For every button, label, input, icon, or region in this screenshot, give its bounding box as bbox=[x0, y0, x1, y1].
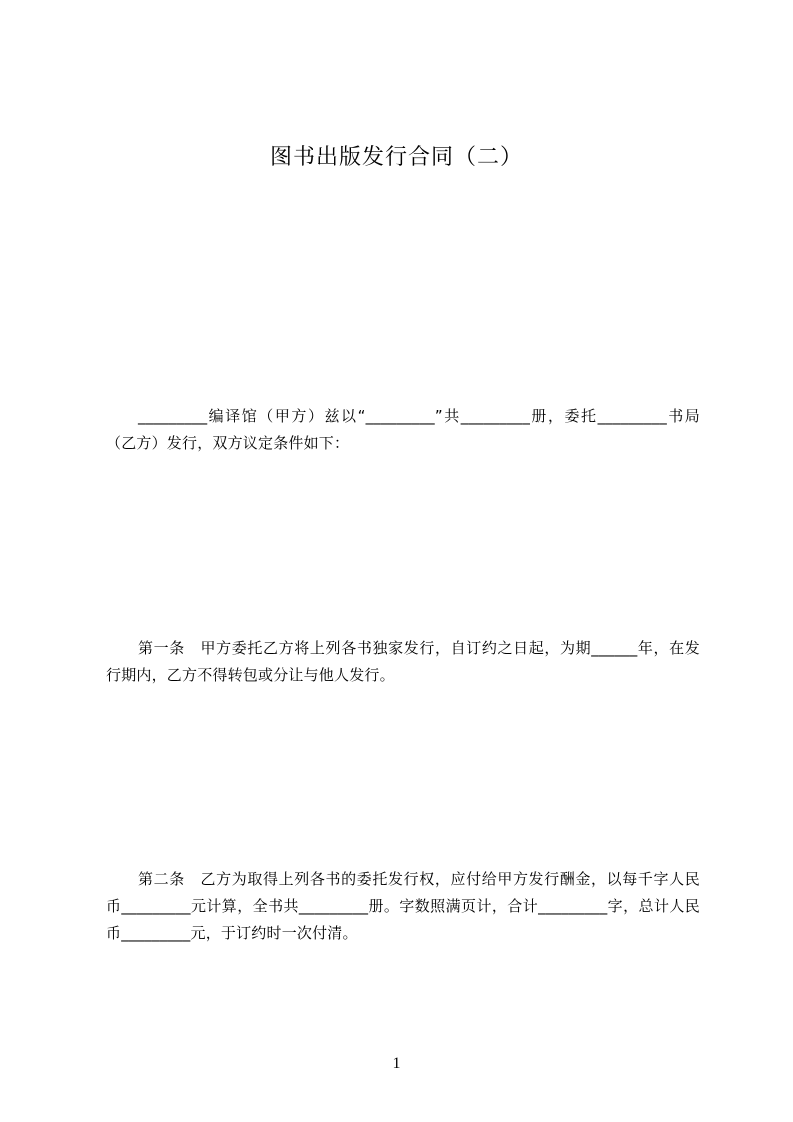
document-title: 图书出版发行合同（二） bbox=[269, 145, 523, 170]
intro-paragraph: _________编译馆（甲方）兹以“_________”共_________册，委托_________书局（乙方）发行，双方议定条件如下： bbox=[106, 407, 700, 452]
page-number: 1 bbox=[392, 1055, 401, 1072]
article-1-paragraph: 第一条 甲方委托乙方将上列各书独家发行，自订约之日起，为期______年，在发行期内，乙方不得转包或分让与他人发行。 bbox=[106, 639, 700, 684]
article-2-paragraph: 第二条 乙方为取得上列各书的委托发行权，应付给甲方发行酬金，以每千字人民币_________元计算，全书共_________册。字数照满页计，合计_________字，总计人民币_________元，于订约时一次付清。 bbox=[106, 870, 700, 942]
